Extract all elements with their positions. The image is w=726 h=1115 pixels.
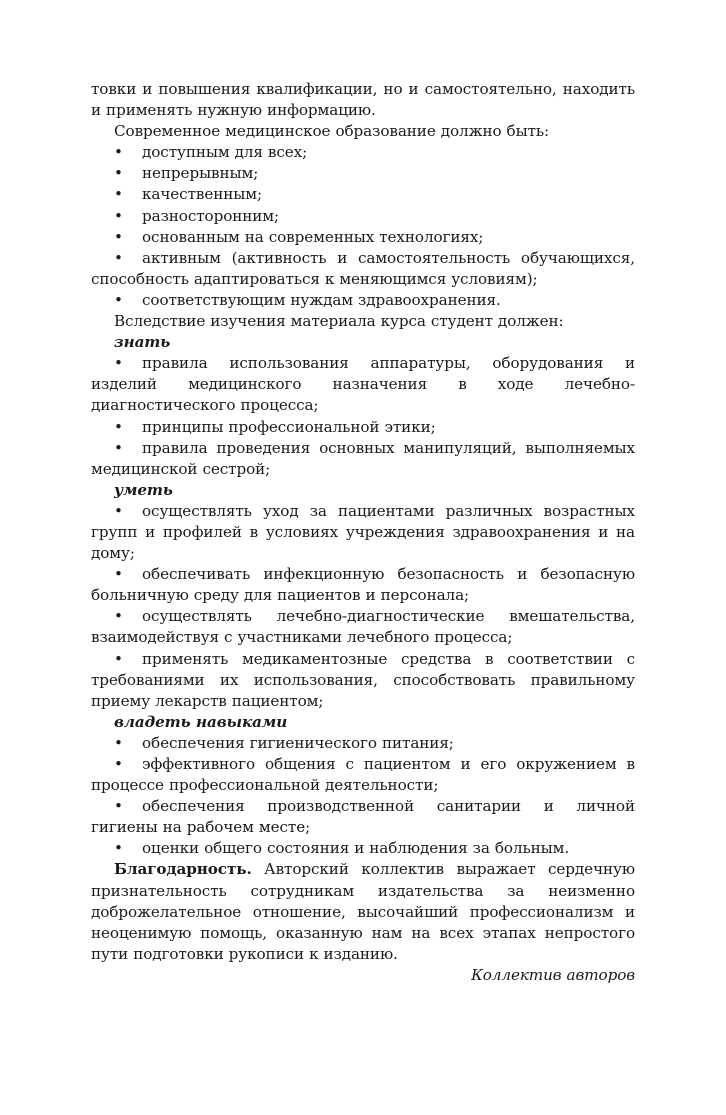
thanks-body: Авторский коллектив выражает сердечную признательность сотрудникам издательства за неизменно доброжелательное отношение, высочайший профессионализм и неоценимую помощь, оказанную нам на всех этапах непростого пути подготовки рукописи к изданию. [91,860,635,963]
know-list [91,353,635,480]
list-item: • активным (активность и самостоятельность обучающихся, способность адаптироваться к меняющимся условиям); [91,248,635,288]
bullet-marker: • [114,438,123,457]
bullet-marker: • [114,839,123,858]
list-item: • осуществлять уход за пациентами различных возрастных групп и профилей в условиях учреждения здравоохранения и на дому; [91,501,635,563]
education-intro: Современное медицинское образование должно быть: [114,122,550,141]
document-page [91,79,635,986]
list-item: • основанным на современных технологиях; [91,227,635,248]
list-item: • непрерывным; [91,163,635,184]
list-item: • обеспечения производственной санитарии и личной гигиены на рабочем месте; [91,797,635,837]
list-item: • применять медикаментозные средства в соответствии с требованиями их использования, способствовать правильному приему лекарств пациентом; [91,649,635,710]
bullet-marker: • [114,354,123,373]
bullet-marker: • [114,227,123,246]
bullet-marker: • [114,164,123,183]
section-heading-know: знать [114,333,171,352]
bullet-marker: • [114,733,123,752]
section-heading-can: уметь [114,480,173,499]
outcome-intro: Вследствие изучения материала курса студент должен: [114,312,564,331]
bullet-marker: • [114,649,123,668]
list-item: • доступным для всех; [91,142,635,163]
continuation-paragraph: товки и повышения квалификации, но и самостоятельно, находить и применять нужную информацию. [91,80,635,120]
authors-signature: Коллектив авторов [471,965,635,984]
list-item: • оценки общего состояния и наблюдения за больным. [91,838,635,859]
list-item: • соответствующим нуждам здравоохранения. [91,290,635,311]
list-item: • правила проведения основных манипуляций, выполняемых медицинской сестрой; [91,438,635,478]
bullet-marker: • [114,143,123,162]
list-item: • качественным; [91,184,635,205]
bullet-marker: • [114,290,123,309]
bullet-marker: • [114,206,123,225]
list-item: • принципы профессиональной этики; [91,417,635,438]
list-item: • обеспечения гигиенического питания; [91,733,635,754]
bullet-marker: • [114,607,123,626]
bullet-marker: • [114,565,123,584]
list-item: • эффективного общения с пациентом и его окружением в процессе профессиональной деятельности; [91,755,635,795]
education-list [91,142,635,311]
can-list [91,501,635,712]
bullet-marker: • [114,185,123,204]
bullet-marker: • [114,417,123,436]
skills-list [91,733,635,860]
bullet-marker: • [114,248,123,267]
list-item: • обеспечивать инфекционную безопасность и безопасную больничную среду для пациентов и персонала; [91,565,635,605]
thanks-paragraph [91,859,635,964]
section-heading-skills: владеть навыками [114,712,288,731]
list-item: • правила использования аппаратуры, оборудования и изделий медицинского назначения в ходе лечебно-диагностического процесса; [91,354,635,415]
thanks-label: Благодарность. [114,860,252,879]
bullet-marker: • [114,501,123,520]
list-item: • разносторонним; [91,206,635,227]
list-item: • осуществлять лечебно-диагностические вмешательства, взаимодействуя с участниками лечебного процесса; [91,607,635,647]
bullet-marker: • [114,797,123,816]
bullet-marker: • [114,755,123,773]
